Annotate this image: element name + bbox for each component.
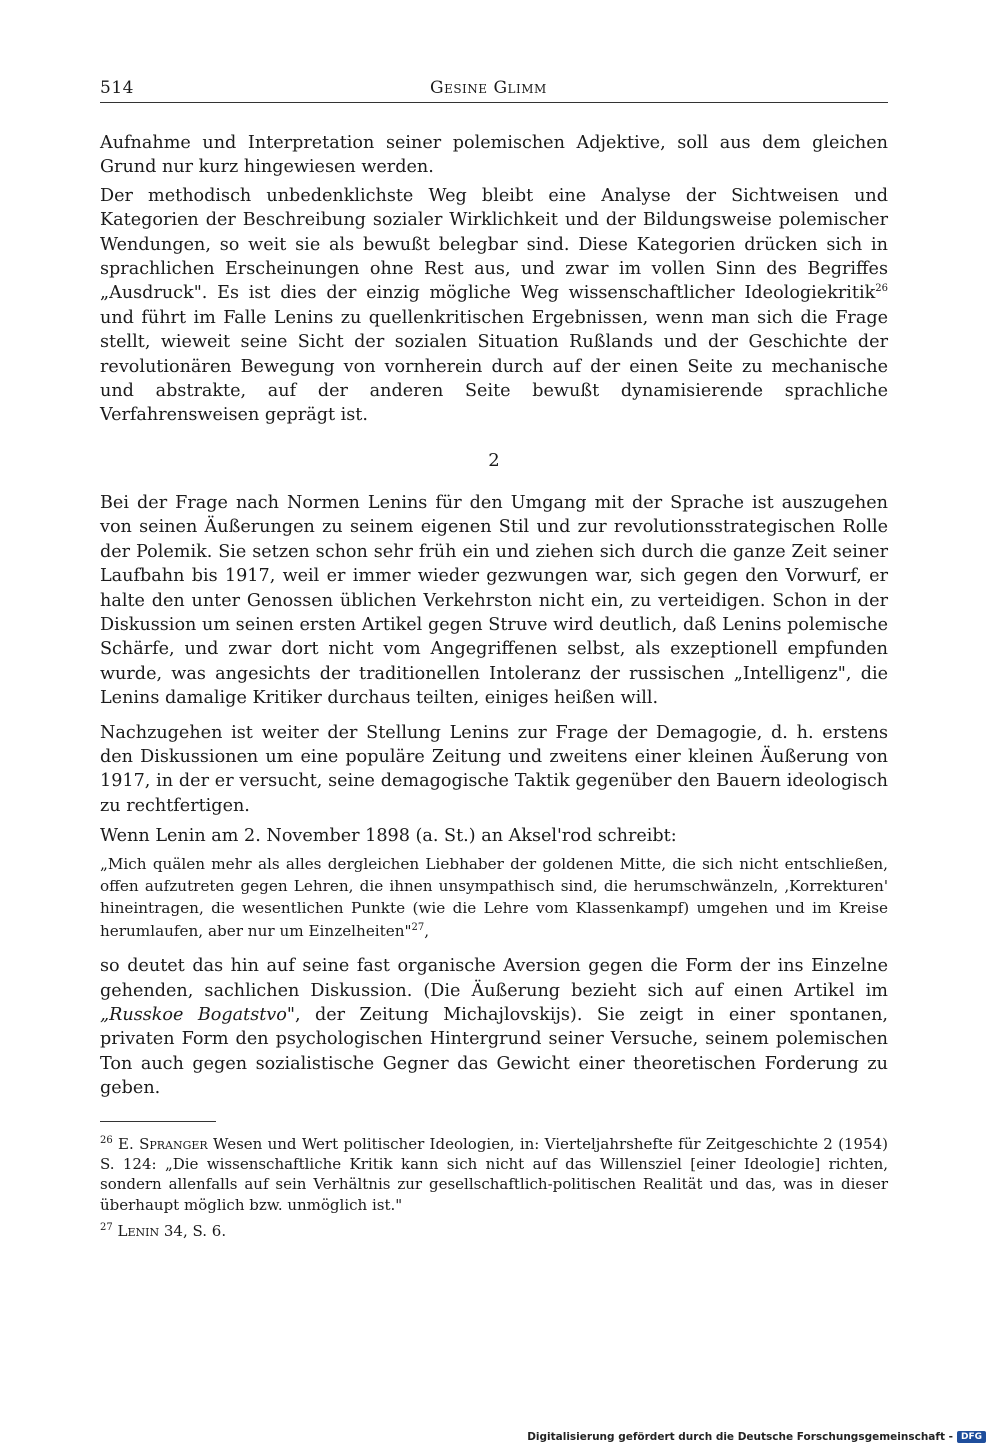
paragraph-6-text-a: so deutet das hin auf seine fast organische Aversion gegen die Form der ins Einzelne gehenden, sachlichen Diskussion. (Die Äußerung bezieht sich auf einen Artikel im [100, 956, 888, 1001]
paragraph-2-text-b: und führt im Falle Lenins zu quellenkritischen Ergebnissen, wenn man sich die Frage stellt, wieweit seine Sicht der sozialen Situation Rußlands und der Geschichte der revolutionären Bewegung von vornherein durch auf der einen Seite zu mechanische und abstrakte, auf der anderen Seite bewußt dynamisierende sprachliche Verfahrensweisen geprägt ist. [100, 307, 888, 426]
page-number: 514 [100, 78, 134, 98]
digitization-credit-text: Digitalisierung gefördert durch die Deutsche Forschungsgemeinschaft - [527, 1431, 953, 1443]
paragraph-2 [100, 184, 888, 428]
block-quote [100, 853, 888, 943]
footnote-27-author: Lenin [117, 1222, 160, 1241]
footnote-26 [100, 1134, 888, 1216]
paragraph-3: Bei der Frage nach Normen Lenins für den Umgang mit der Sprache ist auszugehen von seinen Äußerungen zu seinem eigenen Stil und zur revolutionsstrategischen Rolle der Polemik. Sie setzen schon sehr früh ein und ziehen sich durch die ganze Zeit seiner Laufbahn bis 1917, weil er immer wieder gezwungen war, sich gegen den Vorwurf, er halte den unter Genossen üblichen Verkehrston nicht ein, zu verteidigen. Schon in der Diskussion um seinen ersten Artikel gegen Struve wird deutlich, daß Lenins polemische Schärfe, und zwar dort nicht vom Angegriffenen selbst, als exzeptionell empfunden wurde, was angesichts der traditionellen Intoleranz der russischen „Intelligenz", die Lenins damalige Kritiker durchaus teilten, einiges heißen will. [100, 492, 888, 709]
footnote-27-text: 34, S. 6. [159, 1222, 227, 1241]
running-header [100, 78, 888, 103]
paragraph-2-text-a: Der methodisch unbedenklichste Weg bleibt eine Analyse der Sichtweisen und Kategorien der Beschreibung sozialer Wirklichkeit und der Bildungsweise polemischer Wendungen, so weit sie als bewußt belegbar sind. Diese Kategorien drücken sich in sprachlichen Erscheinungen ohne Rest aus, und zwar im vollen Sinn des Begriffes „Ausdruck". Es ist dies der einzig mögliche Weg wissenschaftlicher Ideologiekritik [100, 185, 888, 304]
footnote-26-text: Wesen und Wert politischer Ideologien, in: Vierteljahrshefte für Zeitgeschichte 2 (1954) S. 124: „Die wissenschaftliche Kritik kann sich nicht auf das Willensziel [einer Ideologie] richten, sondern allenfalls auf sein Verhältnis zur gesellschaftlich-politischen Realität und das, was in dieser überhaupt möglich bzw. unmöglich ist." [100, 1134, 888, 1214]
footnote-26-author: E. Spranger [118, 1134, 208, 1153]
footnote-divider [100, 1121, 216, 1122]
footnote-ref-26: 26 [875, 283, 888, 295]
digitization-credit [527, 1431, 986, 1443]
footnote-ref-27: 27 [411, 921, 425, 933]
footnote-26-number: 26 [100, 1134, 113, 1146]
paragraph-5: Wenn Lenin am 2. November 1898 (a. St.) an Aksel'rod schreibt: [100, 826, 677, 847]
running-head-author: Gesine Glimm [430, 78, 547, 98]
page-body [100, 78, 888, 1242]
paragraph-6 [100, 954, 888, 1100]
dfg-logo-icon: DFG [957, 1431, 986, 1443]
footnote-27-number: 27 [100, 1222, 113, 1234]
block-quote-end: , [424, 921, 430, 940]
paragraph-1: Aufnahme und Interpretation seiner polemischen Adjektive, soll aus dem gleichen Grund nur kurz hingewiesen werden. [100, 133, 888, 178]
section-number: 2 [488, 449, 500, 471]
paragraph-6-text-b: , der Zeitung Michajlovskijs). Sie zeigt in einer spontanen, privaten Form den psychologischen Hintergrund seiner Versuche, seinem polemischen Ton auch gegen sozialistische Gegner das Gewicht einer theoretischen Forderung zu geben. [100, 1005, 888, 1099]
journal-title: „Russkoe Bogatstvo" [100, 1005, 295, 1025]
paragraph-4: Nachzugehen ist weiter der Stellung Lenins zur Frage der Demagogie, d. h. erstens den Diskussionen um eine populäre Zeitung und zweitens einer kleinen Äußerung von 1917, in der er versucht, seine demagogische Taktik gegenüber den Bauern ideologisch zu rechtfertigen. [100, 722, 888, 816]
block-quote-text: „Mich quälen mehr als alles dergleichen Liebhaber der goldenen Mitte, die sich nicht entschließen, offen aufzutreten gegen Lehren, die ihnen unsympathisch sind, die herumschwänzeln, ‚Korrekturen' hineintragen, die wesentlichen Punkte (wie die Lehre vom Klassenkampf) umgehen und im Kreise herumlaufen, aber nur um Einzelheiten" [100, 854, 888, 940]
footnote-27 [100, 1221, 888, 1241]
